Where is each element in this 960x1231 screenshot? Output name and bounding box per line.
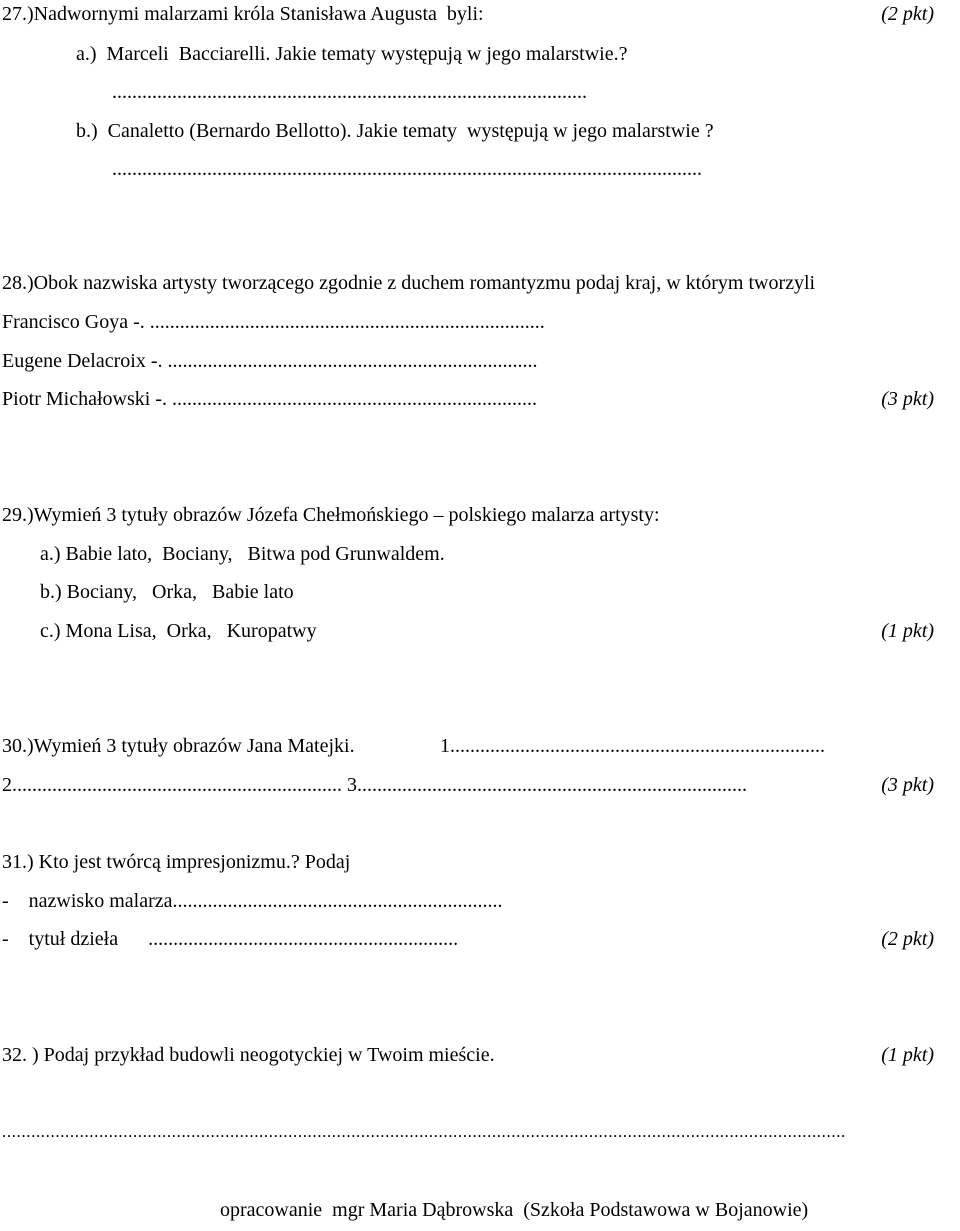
question-32-text: 32. ) Podaj przykład budowli neogotyckiej w Twoim mieście. (2, 1044, 495, 1066)
question-29-option-b[interactable]: b.) Bociany, Orka, Babie lato (40, 581, 294, 603)
question-31-title-line[interactable]: - tytuł dzieła .............................................................. (2, 928, 459, 950)
question-32-answer-line[interactable]: .............................................................................................................................................................................. (2, 1122, 846, 1141)
question-27-option-b: b.) Canaletto (Bernardo Bellotto). Jakie tematy występują w jego malarstwie ? (76, 120, 714, 142)
question-28-text: 28.)Obok nazwiska artysty tworzącego zgodnie z duchem romantyzmu podaj kraj, w którym tworzyli (2, 272, 816, 294)
question-28-goya-line[interactable]: Francisco Goya -. ............................................................................... (2, 311, 545, 333)
question-27-answer-b[interactable]: ...................................................................................................................... (112, 158, 702, 180)
question-30-answer-1[interactable]: 1........................................................................... (440, 735, 825, 757)
question-27-points: (2 pkt) (881, 3, 934, 25)
question-30-answer-2-3[interactable]: 2.................................................................. 3.............................................................................. (2, 774, 747, 796)
question-28-delacroix-line[interactable]: Eugene Delacroix -. .......................................................................... (2, 350, 538, 372)
question-29-option-c[interactable]: c.) Mona Lisa, Orka, Kuropatwy (40, 620, 317, 642)
question-27-text: 27.)Nadwornymi malarzami króla Stanisława Augusta byli: (2, 3, 484, 25)
question-30-text: 30.)Wymień 3 tytuły obrazów Jana Matejki. (2, 735, 355, 757)
question-28-points: (3 pkt) (881, 388, 934, 410)
question-32-points: (1 pkt) (881, 1044, 934, 1066)
question-29-points: (1 pkt) (881, 620, 934, 642)
question-27-option-a: a.) Marceli Bacciarelli. Jakie tematy występują w jego malarstwie.? (76, 43, 628, 65)
question-30-points: (3 pkt) (881, 774, 934, 796)
question-31-points: (2 pkt) (881, 928, 934, 950)
question-31-surname-line[interactable]: - nazwisko malarza.................................................................. (2, 890, 503, 912)
question-31-text: 31.) Kto jest twórcą impresjonizmu.? Podaj (2, 851, 351, 873)
question-28-michalowski-line[interactable]: Piotr Michałowski -. ......................................................................... (2, 388, 537, 410)
question-27-answer-a[interactable]: ............................................................................................... (112, 81, 587, 103)
question-29-option-a[interactable]: a.) Babie lato, Bociany, Bitwa pod Grunwaldem. (40, 543, 445, 565)
question-29-text: 29.)Wymień 3 tytuły obrazów Józefa Chełmońskiego – polskiego malarza artysty: (2, 504, 660, 526)
page-footer: opracowanie mgr Maria Dąbrowska (Szkoła Podstawowa w Bojanowie) (220, 1199, 809, 1221)
